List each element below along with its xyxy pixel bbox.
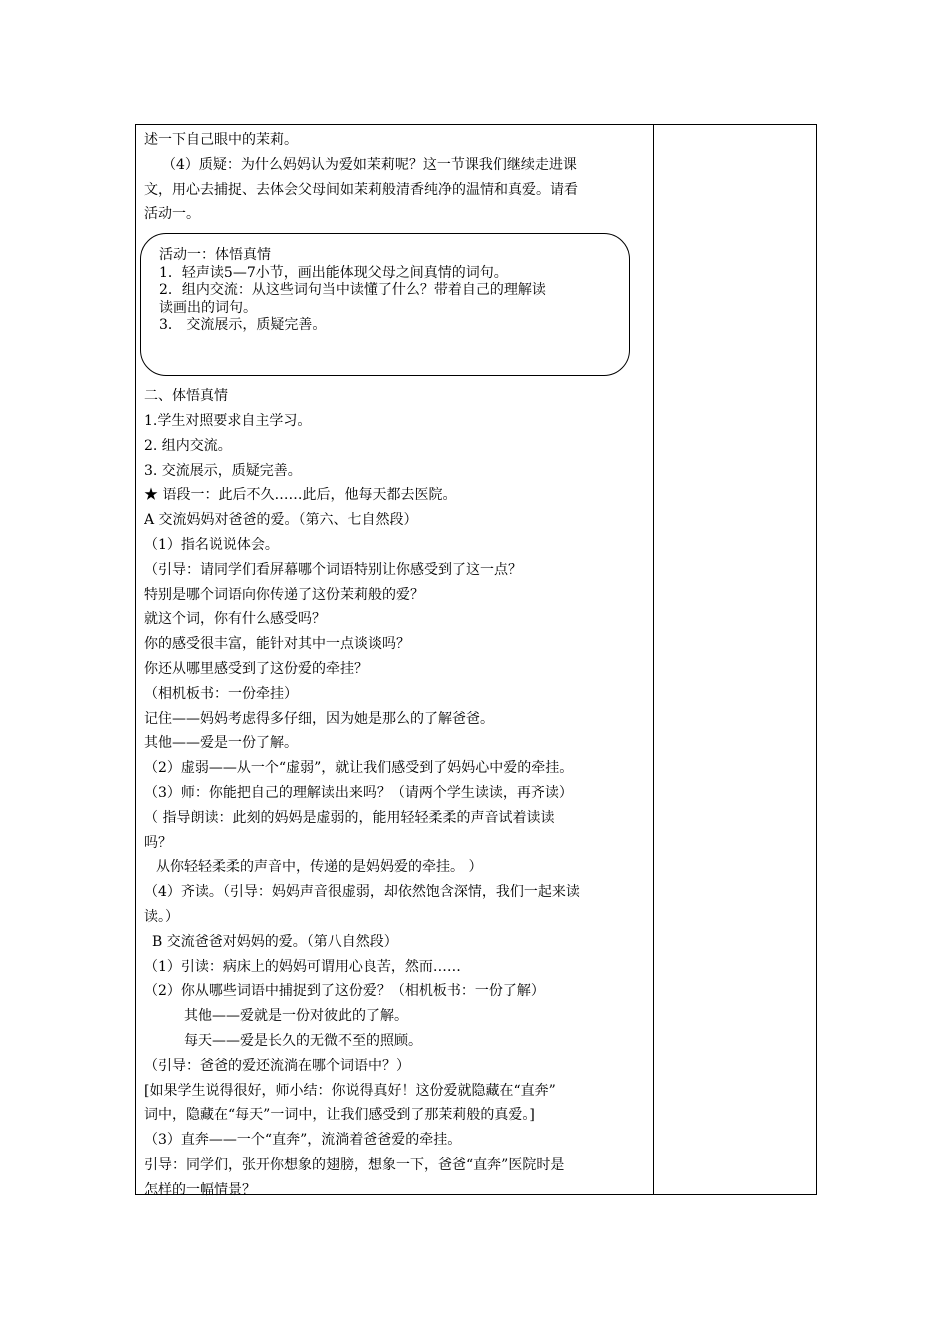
text-line: 活动一。 [144,206,200,223]
activity-item: 读画出的词句。 [159,299,257,316]
activity-item: 1．轻声读5—7小节，画出能体现父母之间真情的词句。 [159,264,508,281]
text-line: 述一下自己眼中的茉莉。 [144,132,298,148]
activity-item: 3． 交流展示，质疑完善。 [159,317,327,334]
text-line: 2. 组内交流。 [144,437,232,454]
text-line: （4）齐读。（引导：妈妈声音很虚弱，却依然饱含深情，我们一起来读 [144,884,580,901]
text-line: [如果学生说得很好，师小结：你说得真好！这份爱就隐藏在“直奔” [144,1082,556,1099]
text-line: 其他——爱就是一份对彼此的了解。 [184,1008,408,1025]
text-line: （3）师：你能把自己的理解读出来吗？（请两个学生读读，再齐读） [144,784,573,801]
text-line: （引导：爸爸的爱还流淌在哪个词语中？） [144,1057,410,1074]
text-line: 你还从哪里感受到了这份爱的牵挂？ [144,660,368,677]
activity-box [140,233,630,376]
lesson-content-column [144,128,649,1202]
text-line: 你的感受很丰富，能针对其中一点谈谈吗？ [144,636,410,653]
text-line: B 交流爸爸对妈妈的爱。（第八自然段） [152,933,398,950]
text-line: 3. 交流展示，质疑完善。 [144,462,302,479]
text-line: （相机板书：一份牵挂） [144,685,298,702]
text-line: 从你轻轻柔柔的声音中，传递的是妈妈爱的牵挂。 ） [156,859,483,876]
text-line: 就这个词，你有什么感受吗？ [144,611,326,628]
text-line: 词中，隐藏在“每天”一词中，让我们感受到了那茉莉般的真爱。] [144,1107,535,1124]
text-line: （2）虚弱——从一个“虚弱”，就让我们感受到了妈妈心中爱的牵挂。 [144,760,574,777]
text-line: 每天——爱是长久的无微不至的照顾。 [184,1032,422,1049]
text-line: 1.学生对照要求自主学习。 [144,412,312,429]
text-line: 读。） [144,908,179,925]
text-line: （1）引读：病床上的妈妈可谓用心良苦，然而…… [144,958,461,975]
text-line: （ 指导朗读：此刻的妈妈是虚弱的，能用轻轻柔柔的声音试着读读 [144,809,555,826]
text-line: ★ 语段一：此后不久……此后，他每天都去医院。 [144,487,457,504]
text-line: A 交流妈妈对爸爸的爱。（第六、七自然段） [144,512,418,529]
text-line: （4）质疑：为什么妈妈认为爱如茉莉呢？这一节课我们继续走进课 [162,156,577,173]
text-line: （3）直奔——一个“直奔”，流淌着爸爸爱的牵挂。 [144,1132,462,1149]
activity-title: 活动一：体悟真情 [159,247,271,264]
text-line: 怎样的一幅情景？ [144,1181,256,1198]
activity-item: 2．组内交流：从这些词句当中读懂了什么？带着自己的理解读 [159,282,546,299]
text-line: （1）指名说说体会。 [144,536,279,553]
text-line: 引导：同学们，张开你想象的翅膀，想象一下，爸爸“直奔”医院时是 [144,1156,565,1173]
text-line: 记住——妈妈考虑得多仔细，因为她是那么的了解爸爸。 [144,710,494,727]
text-line: 文，用心去捕捉、去体会父母间如茉莉般清香纯净的温情和真爱。请看 [144,181,578,198]
text-line: 吗？ [144,834,172,851]
text-line: （引导：请同学们看屏幕哪个词语特别让你感受到了这一点？ [144,561,522,578]
column-divider [653,124,654,1195]
text-line: 特别是哪个词语向你传递了这份茉莉般的爱？ [144,586,424,603]
text-line: 其他——爱是一份了解。 [144,735,298,752]
text-line: （2）你从哪些词语中捕捉到了这份爱？（相机板书：一份了解） [144,983,545,1000]
section-heading: 二、体悟真情 [144,388,228,405]
